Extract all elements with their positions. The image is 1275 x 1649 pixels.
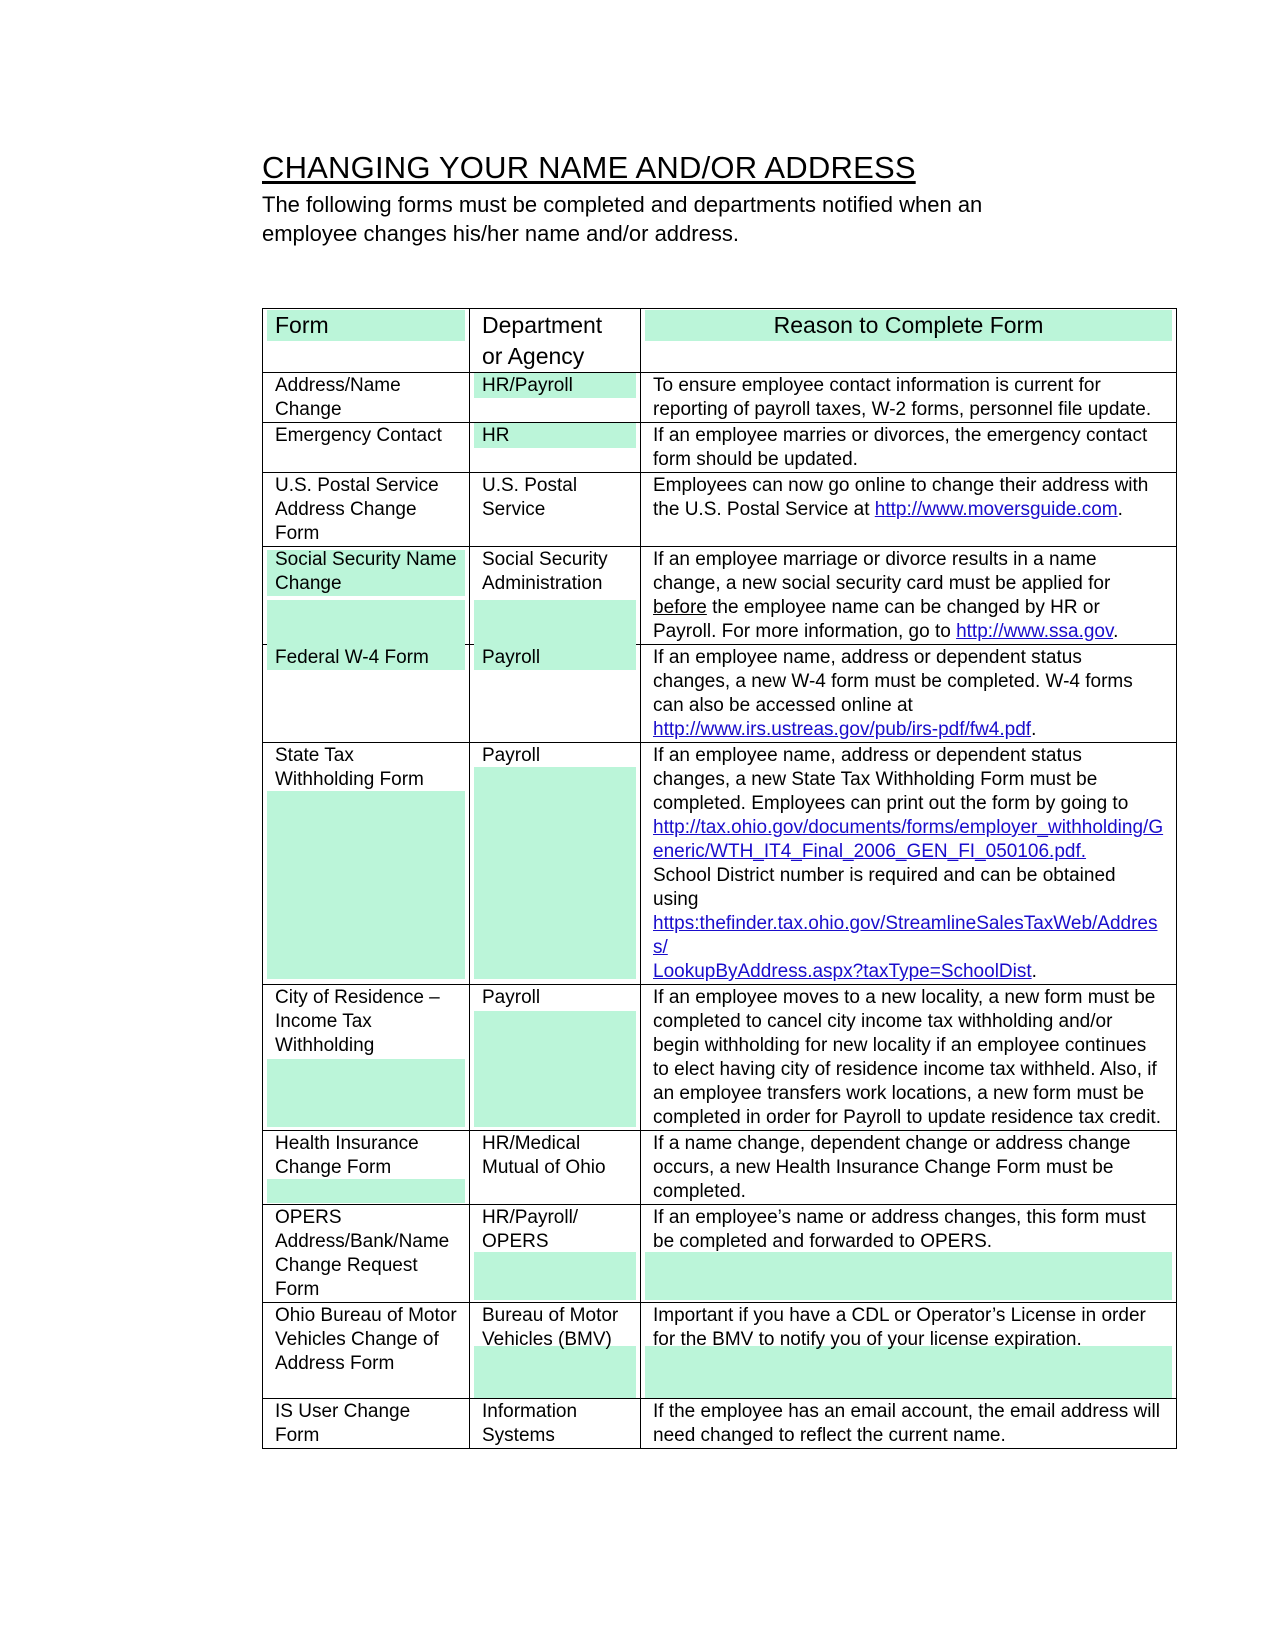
department-cell: Social Security Administration (470, 547, 641, 645)
form-cell: Social Security Name Change (263, 547, 470, 645)
form-cell: Ohio Bureau of Motor Vehicles Change of Address Form (263, 1303, 470, 1399)
department-cell: Payroll (470, 645, 641, 743)
form-cell: U.S. Postal Service Address Change Form (263, 473, 470, 547)
table-row (263, 743, 1177, 985)
irs-w4-link[interactable]: http://www.irs.ustreas.gov/pub/irs-pdf/fw4.pdf (653, 719, 1032, 740)
table-row (263, 1399, 1177, 1449)
intro-line-1: The following forms must be completed and departments notified when an (262, 192, 983, 217)
form-cell: Federal W-4 Form (263, 645, 470, 743)
department-cell: HR/Medical Mutual of Ohio (470, 1131, 641, 1205)
header-department: Department or Agency (470, 309, 641, 373)
reason-cell: If an employee moves to a new locality, a new form must be completed to cancel city income tax withholding and/or begin withholding for new locality if an employee continues to elect having city of residence income tax withheld. Also, if an employee transfers work locations, a new form must be completed in order for Payroll to update residence tax credit. (641, 985, 1177, 1131)
movers-guide-link[interactable]: http://www.moversguide.com (874, 499, 1118, 520)
form-cell: Health Insurance Change Form (263, 1131, 470, 1205)
department-cell: HR/Payroll (470, 373, 641, 423)
reason-cell: Important if you have a CDL or Operator’s License in order for the BMV to notify you of your license expiration. (641, 1303, 1177, 1399)
department-cell: Payroll (470, 985, 641, 1131)
department-cell: HR (470, 423, 641, 473)
reason-cell: If an employee name, address or dependent status changes, a new W-4 form must be completed. W-4 forms can also be accessed online at http://www.irs.ustreas.gov/pub/irs-pdf/fw4.pdf. (641, 645, 1177, 743)
form-cell: Emergency Contact (263, 423, 470, 473)
reason-cell: If a name change, dependent change or address change occurs, a new Health Insurance Change Form must be completed. (641, 1131, 1177, 1205)
form-cell: State Tax Withholding Form (263, 743, 470, 985)
reason-cell: If the employee has an email account, the email address will need changed to reflect the current name. (641, 1399, 1177, 1449)
table-row (263, 1131, 1177, 1205)
department-cell: HR/Payroll/ OPERS (470, 1205, 641, 1303)
ohio-tax-form-link[interactable]: http://tax.ohio.gov/documents/forms/employer_withholding/Generic/WTH_IT4_Final_2006_GEN_FI_050106.pdf. (653, 817, 1164, 862)
table-header-row (263, 309, 1177, 373)
reason-cell: To ensure employee contact information is current for reporting of payroll taxes, W-2 forms, personnel file update. (641, 373, 1177, 423)
department-cell: Payroll (470, 743, 641, 985)
table-row (263, 423, 1177, 473)
table-row (263, 1205, 1177, 1303)
forms-table (262, 308, 1177, 1449)
reason-cell: If an employee marries or divorces, the emergency contact form should be updated. (641, 423, 1177, 473)
intro-line-2: employee changes his/her name and/or address. (262, 221, 739, 246)
school-district-link[interactable]: https:thefinder.tax.ohio.gov/StreamlineSalesTaxWeb/Address/ (653, 913, 1158, 958)
reason-cell: If an employee’s name or address changes, this form must be completed and forwarded to OPERS. (641, 1205, 1177, 1303)
department-cell: Bureau of Motor Vehicles (BMV) (470, 1303, 641, 1399)
table-row (263, 645, 1177, 743)
reason-cell: If an employee name, address or dependent status changes, a new State Tax Withholding Form must be completed. Employees can print out the form by going to http://tax.ohio.gov/documents/forms/employer_withholding/Generic/WTH_IT4_Final_2006_GEN_FI_050106.pdf. School District number is required and can be obtained using https:thefinder.tax.ohio.gov/StreamlineSalesTaxWeb/Address/ LookupByAddress.aspx?taxType=SchoolDist. (641, 743, 1177, 985)
intro-paragraph (262, 190, 1022, 248)
form-cell: Address/Name Change (263, 373, 470, 423)
reason-cell: If an employee marriage or divorce results in a name change, a new social security card must be applied for before the employee name can be changed by HR or Payroll. For more information, go to http://www.ssa.gov. (641, 547, 1177, 645)
header-reason: Reason to Complete Form (641, 309, 1177, 373)
form-cell: City of Residence – Income Tax Withholding (263, 985, 470, 1131)
department-cell: U.S. Postal Service (470, 473, 641, 547)
table-row (263, 473, 1177, 547)
form-cell: IS User Change Form (263, 1399, 470, 1449)
page-title: CHANGING YOUR NAME AND/OR ADDRESS (262, 150, 916, 185)
ssa-link[interactable]: http://www.ssa.gov (956, 621, 1114, 642)
form-cell: OPERS Address/Bank/Name Change Request Form (263, 1205, 470, 1303)
department-cell: Information Systems (470, 1399, 641, 1449)
table-row (263, 985, 1177, 1131)
table-row (263, 373, 1177, 423)
school-district-link-cont[interactable]: LookupByAddress.aspx?taxType=SchoolDist (653, 961, 1032, 982)
header-form: Form (263, 309, 470, 373)
reason-cell: Employees can now go online to change their address with the U.S. Postal Service at http://www.moversguide.com. (641, 473, 1177, 547)
table-row (263, 1303, 1177, 1399)
